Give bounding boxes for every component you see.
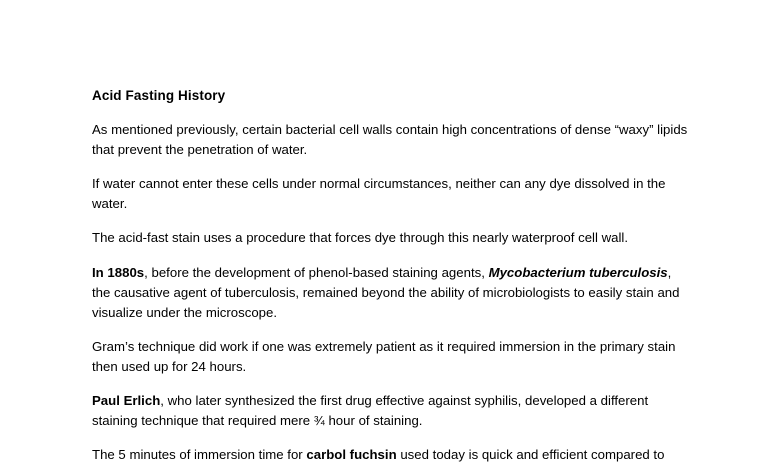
text-run: , who later synthesized the first drug effective against syphilis, developed a different staining technique that required mere ¾ hour of staining.	[92, 392, 649, 428]
text-run: If water cannot enter these cells under normal circumstances, neither can any dye dissolved in the water.	[92, 176, 666, 212]
document-body	[92, 120, 688, 465]
paragraph	[92, 120, 688, 160]
paragraph	[92, 263, 688, 323]
paragraph	[92, 174, 688, 214]
paragraph	[92, 228, 688, 248]
text-run: , the causative agent of tuberculosis, remained beyond the ability of microbiologists to easily stain and visualize under the microscope.	[92, 264, 680, 320]
text-run: used today is quick and efficient compared to	[396, 446, 665, 462]
text-run: carbol fuchsin	[306, 446, 397, 462]
text-run: In 1880s	[92, 264, 145, 280]
paragraph	[92, 391, 688, 431]
text-run: , before the development of phenol-based staining agents,	[144, 264, 489, 280]
text-run: The 5 minutes of immersion time for	[92, 446, 307, 462]
page-title: Acid Fasting History	[92, 88, 226, 103]
paragraph	[92, 337, 688, 377]
text-run: As mentioned previously, certain bacterial cell walls contain high concentrations of dense “waxy” lipids that prevent the penetration of water.	[92, 122, 688, 158]
text-run: Mycobacterium tuberculosis	[488, 264, 668, 280]
text-run: Paul Erlich	[92, 392, 161, 408]
text-run: The acid-fast stain uses a procedure that forces dye through this nearly waterproof cell wall.	[92, 230, 629, 246]
text-run: Gram’s technique did work if one was extremely patient as it required immersion in the primary stain then used up for 24 hours.	[92, 338, 676, 374]
paragraph	[92, 445, 688, 465]
